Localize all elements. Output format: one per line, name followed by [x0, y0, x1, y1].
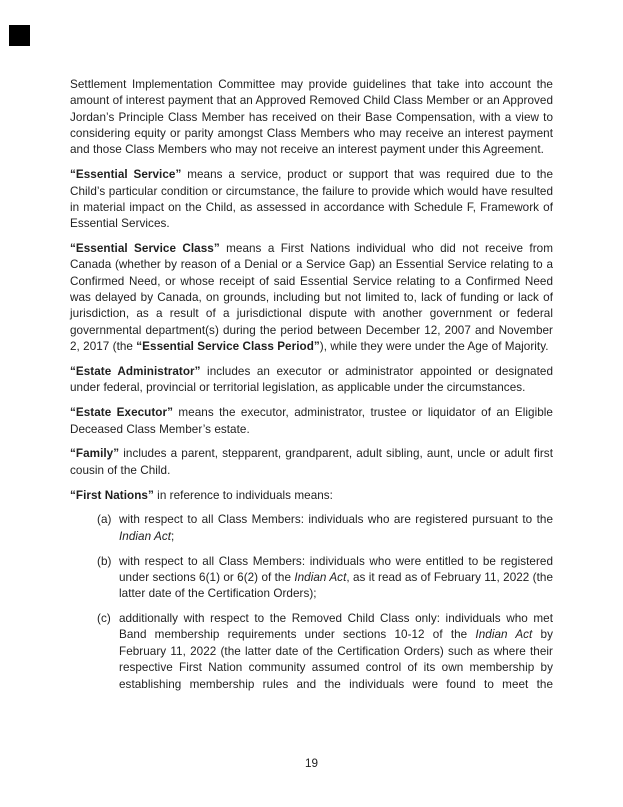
italic-term: Indian Act [119, 529, 172, 543]
text-run: ; [171, 529, 175, 543]
paragraph [70, 364, 553, 397]
text-run: in reference to individuals means: [153, 488, 333, 502]
text-run: , as it read as of February 11, 2022 (the latter date of the Certification Orders); [119, 570, 553, 601]
list-item-text [119, 611, 553, 693]
text-run: includes an executor or administrator appointed or designated under federal, provincial or territorial legislation, as applicable under the circumstances. [70, 365, 553, 395]
defined-term: “Essential Service” [70, 168, 182, 182]
paragraph [70, 405, 553, 438]
text-run: means a First Nations individual who did not receive from Canada (whether by reason of a Denial or a Service Gap) an Essential Service relating to a Confirmed Need, or whose receipt of said Essential Service relating to a Confirmed Need was delayed by Canada, on grounds, including but not limited to, lack of funding or lack of jurisdiction, as a result of a jurisdictional dispute with another government or federal governmental department(s) during the period between December 12, 2007 and November 2, 2017 (the [70, 242, 553, 354]
defined-term: “Estate Administrator” [70, 365, 201, 378]
document-body [70, 77, 553, 701]
text-run: Settlement Implementation Committee may provide guidelines that take into account the amount of interest payment that an Approved Removed Child Class Member or an Approved Jordan’s Principle Class Member has received on their Base Compensation, with a view to considering equity or parity amongst Class Members who may receive an interest payment and those Class Members who may not receive an interest payment under this Agreement. [70, 78, 553, 157]
text-run: ), while they were under the Age of Majority. [319, 340, 549, 354]
list-item-label: (b) [97, 554, 112, 568]
list-item-label: (c) [97, 612, 111, 626]
list-item-text [119, 512, 553, 545]
paragraph [70, 167, 553, 232]
paragraph [70, 488, 553, 504]
text-run: with respect to all Class Members: individuals who are registered pursuant to the [119, 513, 553, 527]
scan-artifact-square [9, 25, 30, 46]
list-item [97, 611, 553, 693]
text-run: additionally with respect to the Removed Child Class only: individuals who met Band membership requirements under sections 10-12 of the [119, 612, 553, 642]
defined-term: “First Nations” [70, 488, 154, 502]
paragraph [70, 446, 553, 479]
list-item [97, 554, 553, 603]
text-run: with respect to all Class Members: individuals who were entitled to be registered under sections 6(1) or 6(2) of the [119, 554, 553, 584]
page-number: 19 [304, 757, 318, 770]
defined-term: “Essential Service Class” [70, 242, 220, 256]
italic-term: Indian Act [294, 570, 347, 584]
paragraph [70, 241, 553, 355]
italic-term: Indian Act [475, 628, 533, 642]
text-run: means the executor, administrator, trustee or liquidator of an Eligible Deceased Class Member’s estate. [70, 406, 553, 436]
list-item-text [119, 554, 553, 603]
list-item [97, 512, 553, 545]
defined-term: “Essential Service Class Period” [136, 340, 320, 354]
list-item-label: (a) [97, 513, 112, 527]
text-run: by February 11, 2022 (the latter date of the Certification Orders) such as where their respective First Nation community assumed control of its own membership by establishing membership rules and the individuals were found to meet the [119, 628, 553, 691]
defined-term: “Estate Executor” [70, 406, 173, 420]
text-run: means a service, product or support that was required due to the Child’s particular condition or circumstance, the failure to provide which would have resulted in material impact on the Child, as assessed in accordance with Schedule F, Framework of Essential Services. [70, 168, 554, 231]
text-run: includes a parent, stepparent, grandparent, adult sibling, aunt, uncle or adult first cousin of the Child. [70, 447, 553, 477]
paragraph [70, 77, 553, 159]
defined-term: “Family” [70, 447, 120, 461]
